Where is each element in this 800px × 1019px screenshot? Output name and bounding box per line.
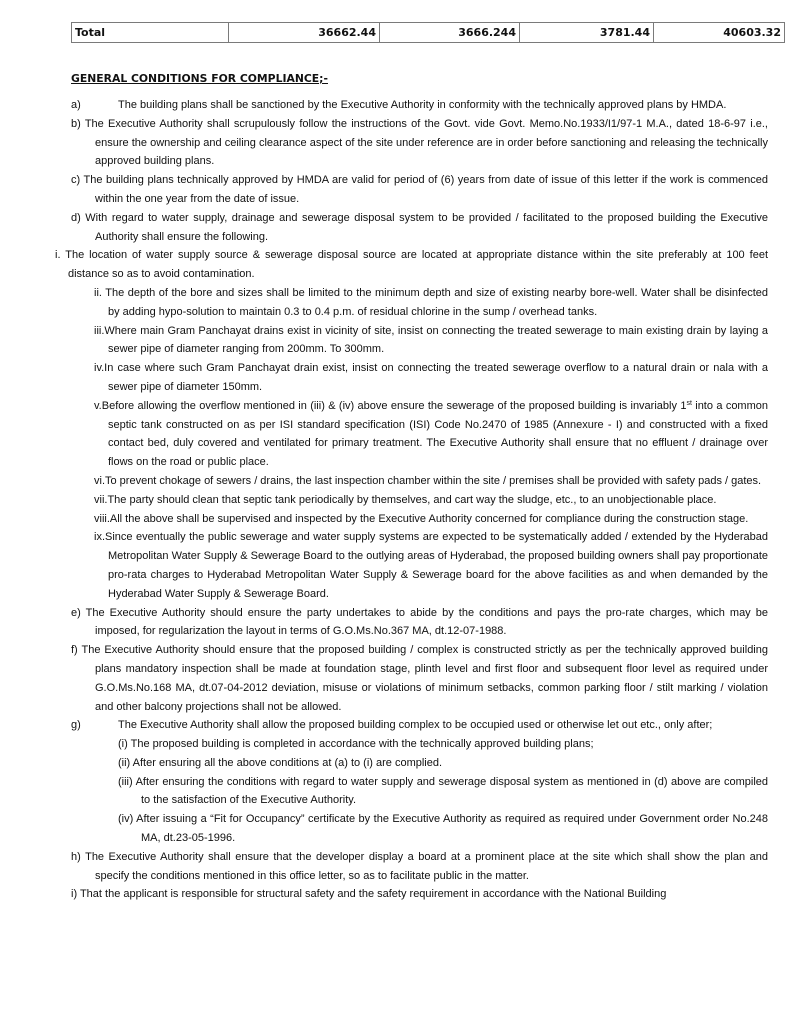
condition-b-line: releasing the technically approved building plans. <box>95 136 768 168</box>
subcondition-ix-line: and when demanded by the Hyderabad Water Supply & Sewerage Board. <box>108 568 768 600</box>
condition-c-line: c) The building plans technically approved by HMDA are valid for period of (6) years from date of issue of this letter if the work <box>71 174 694 187</box>
subcondition-vii-line: vii.The party should clean that septic tank periodically by themselves, and cart way the sludge, etc., to an unobjectionable place. <box>94 493 717 506</box>
subcondition-v-line: that no effluent / drainage over flows on the road or public place. <box>108 437 769 469</box>
condition-b <box>71 115 768 171</box>
subcondition-iv <box>94 359 768 397</box>
condition-i-line: i) That the applicant is responsible for structural safety and the safety requirement in accordance with the National Building <box>71 888 667 901</box>
condition-g-iii-line: compiled to the satisfaction of the Executive Authority. <box>141 775 769 807</box>
subcondition-vi <box>94 472 768 491</box>
condition-g-i <box>118 735 768 754</box>
subcondition-iv-line: iv.In case where such Gram Panchayat drain exist, insist on connecting the treated sewerage overflow to a natural drain or nala <box>94 362 735 375</box>
subcondition-i-line: feet distance so as to avoid contamination. <box>68 249 769 281</box>
subcondition-v-text: v.Before allowing the overflow mentioned in (iii) & (iv) above ensure the sewerage of the proposed building is invariably 1 <box>94 399 687 412</box>
condition-f-line: approved building plans mandatory inspection shall be made at foundation stage, plinth level and first floor and subsequent floor <box>95 644 768 675</box>
condition-a-text: The building plans shall be sanctioned by the Executive Authority in conformity with the technically approved plans by HMDA. <box>118 99 727 111</box>
total-row <box>72 23 785 43</box>
condition-i <box>71 885 768 904</box>
total-value: 3781.44 <box>520 23 654 43</box>
condition-g-marker: g) <box>71 719 81 732</box>
condition-g-iii-line: (iii) After ensuring the conditions with regard to water supply and sewerage disposal system as mentioned in (d) above are <box>118 775 721 788</box>
subcondition-iv-line: with a sewer pipe of diameter 150mm. <box>108 362 768 393</box>
condition-c <box>71 171 768 209</box>
condition-f-line: f) The Executive Authority should ensure that the proposed building / complex is constructed strictly as per the technically <box>71 644 677 657</box>
subcondition-iii <box>94 322 768 360</box>
condition-e <box>71 604 768 642</box>
condition-a <box>71 96 768 115</box>
total-value: 40603.32 <box>654 23 785 43</box>
condition-g <box>71 716 768 735</box>
condition-g-ii-line: (ii) After ensuring all the above conditions at (a) to (i) are complied. <box>118 756 443 769</box>
condition-g-iv-line: order No.248 MA, dt.23-05-1996. <box>141 813 768 845</box>
subcondition-vi-line: pads / gates. <box>698 474 762 487</box>
subcondition-vii <box>94 491 768 510</box>
section-heading: GENERAL CONDITIONS FOR COMPLIANCE;- <box>71 72 328 85</box>
condition-f-line: level as required under G.O.Ms.No.168 MA, dt.07-04-2012 deviation, misuse or violations of minimum setbacks, common parking <box>95 662 768 694</box>
condition-h-line: plan and specify the conditions mentioned in this office letter, so as to facilitate public in the matter. <box>95 850 768 882</box>
subcondition-ix-line: Hyderabad Metropolitan Water Supply & Sewerage Board to the outlying areas of Hyderabad, the proposed building owners <box>108 531 768 563</box>
subcondition-v <box>94 397 768 472</box>
subcondition-ix <box>94 528 768 603</box>
subcondition-ii <box>94 284 768 322</box>
total-table <box>71 22 785 43</box>
subcondition-viii-line: viii.All the above shall be supervised and inspected by the Executive Authority concerned for compliance during the construction <box>94 512 716 525</box>
condition-e-line: may be imposed, for regularization the layout in terms of G.O.Ms.No.367 MA, dt.12-07-1988. <box>95 606 768 638</box>
subcondition-ix-line: ix.Since eventually the public sewerage and water supply systems are expected to be systematically added / extended by the <box>94 531 711 544</box>
condition-h-line: h) The Executive Authority shall ensure that the developer display a board at a prominent place at the site which shall show the <box>71 850 720 863</box>
condition-c-line: is commenced within the one year from the date of issue. <box>95 174 769 205</box>
condition-g-iv-line: (iv) After issuing a “Fit for Occupancy” certificate by the Executive Authority as required as required under Government <box>118 813 700 826</box>
conditions-body <box>55 96 769 904</box>
subcondition-iii-line: iii.Where main Gram Panchayat drains exist in vicinity of site, insist on connecting the treated sewerage to main existing drain by <box>94 324 727 337</box>
condition-g-iv <box>118 810 768 848</box>
condition-f-line: floor / stilt marking / violation and other balcony projections shall not be allowed. <box>95 681 768 713</box>
subcondition-v-text: into a <box>691 399 723 412</box>
condition-g-iii <box>118 773 768 811</box>
condition-a-marker: a) <box>71 99 81 111</box>
subcondition-ix-line: shall pay proportionate pro-rata charges to Hyderabad Metropolitan Water Supply & Sewerage board for the above facilities as <box>108 550 768 581</box>
condition-b-line: b) The Executive Authority shall scrupulously follow the instructions of the Govt. vide Govt. Memo.No.1933/I1/97-1 M.A., dated <box>71 117 704 130</box>
subcondition-v-line: common septic tank constructed on as per ISI standard specification (ISI) Code No.2470 of 1985 (Annexure - I) and <box>108 399 768 431</box>
subcondition-viii <box>94 510 768 529</box>
subcondition-viii-line: stage. <box>718 512 749 525</box>
condition-b-line: 18-6-97 i.e., ensure the ownership and ceiling clearance aspect of the site under reference are in order before sanctioning and <box>95 117 768 149</box>
subcondition-v-line: constructed with a fixed contact bed, duly covered and ventilated for primary treatment. The Executive Authority shall ensure <box>108 418 768 450</box>
condition-h <box>71 848 768 886</box>
subcondition-i <box>55 246 768 284</box>
condition-d-line: Executive Authority shall ensure the following. <box>95 211 769 243</box>
subcondition-iii-line: laying a sewer pipe of diameter ranging from 200mm. To 300mm. <box>108 324 769 356</box>
condition-g-text: The Executive Authority shall allow the proposed building complex to be occupied used or otherwise let out etc., only after; <box>118 719 713 732</box>
subcondition-ii-line: disinfected by adding hypo-solution to maintain 0.3 to 0.4 p.m. of residual chlorine in the sump / overhead tanks. <box>108 286 769 318</box>
ordinal-superscript: st <box>686 399 692 407</box>
subcondition-i-line: i. The location of water supply source & sewerage disposal source are located at appropriate distance within the site preferably at 100 <box>55 249 745 262</box>
total-label: Total <box>72 23 229 43</box>
total-value: 3666.244 <box>380 23 520 43</box>
condition-d <box>71 209 768 247</box>
subcondition-ii-line: ii. The depth of the bore and sizes shall be limited to the minimum depth and size of existing nearby bore-well. Water shall be <box>94 286 712 299</box>
condition-g-ii <box>118 754 768 773</box>
condition-d-line: d) With regard to water supply, drainage and sewerage disposal system to be provided / facilitated to the proposed building the <box>71 211 716 224</box>
subcondition-vi-line: vi.To prevent chokage of sewers / drains, the last inspection chamber within the site / premises shall be provided with safety <box>94 474 696 487</box>
condition-f <box>71 641 768 716</box>
condition-e-line: e) The Executive Authority should ensure the party undertakes to abide by the conditions and pays the pro-rate charges, which <box>71 606 725 619</box>
total-value: 36662.44 <box>229 23 380 43</box>
condition-g-i-line: (i) The proposed building is completed in accordance with the technically approved building plans; <box>118 738 594 751</box>
